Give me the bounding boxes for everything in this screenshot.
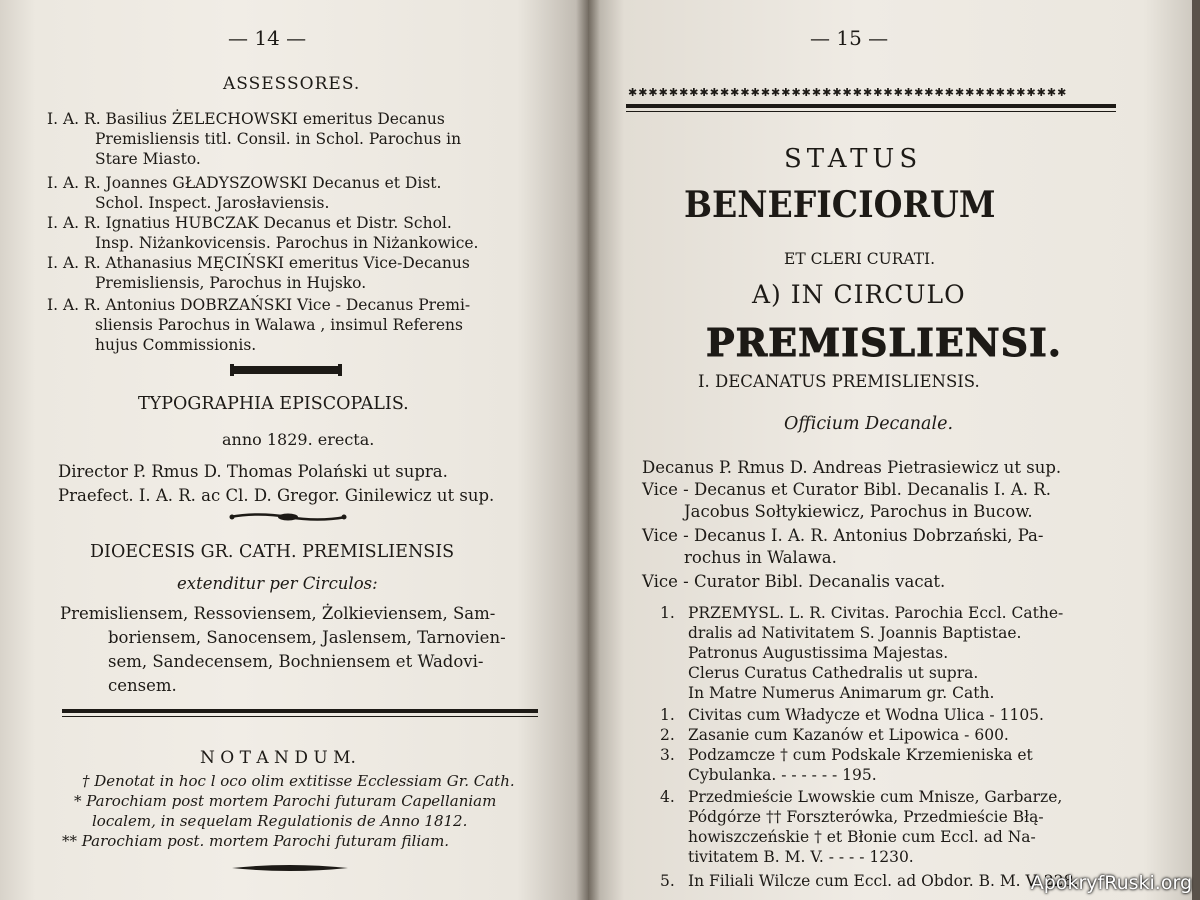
assessores-line-6: I. A. R. Ignatius HUBCZAK Decanus et Distr. Schol. xyxy=(47,214,452,232)
entry-1-line-4: Clerus Curatus Cathedralis ut supra. xyxy=(688,664,979,682)
notandum-top-rule-thick xyxy=(62,709,538,713)
ornament-flourish-icon xyxy=(228,510,348,524)
typographia-heading: TYPOGRAPHIA EPISCOPALIS. xyxy=(138,394,409,414)
header-rule-thin xyxy=(626,111,1116,112)
assessores-line-5: Schol. Inspect. Jarosłaviensis. xyxy=(95,194,330,212)
dioecesis-line-2: boriensem, Sanocensem, Jaslensem, Tarnovien- xyxy=(108,628,506,647)
subentry-3-line-1: Podzamcze † cum Podskale Krzemieniska et xyxy=(688,746,1033,764)
officium-line-5: rochus in Walawa. xyxy=(684,548,837,567)
subentry-5-line-1: In Filiali Wilcze cum Eccl. ad Obdor. B. M. V. 228. xyxy=(688,872,1079,890)
header-rule-thick xyxy=(626,104,1116,108)
assessores-line-2: Premisliensis titl. Consil. in Schol. Parochus in xyxy=(95,130,462,148)
subentry-1-line-1: Civitas cum Władycze et Wodna Ulica - 1105. xyxy=(688,706,1044,724)
ornament-bottom-flourish-icon xyxy=(230,862,350,874)
dioecesis-sub: extenditur per Circulos: xyxy=(177,574,378,593)
assessores-line-12: hujus Commissionis. xyxy=(95,336,257,354)
typographia-line-1: Director P. Rmus D. Thomas Polański ut supra. xyxy=(58,462,448,481)
subentry-4-line-4: tivitatem B. M. V. - - - - 1230. xyxy=(688,848,914,866)
notandum-line-3: localem, in sequelam Regulationis de Anno 1812. xyxy=(92,812,468,830)
entry-1-line-5: In Matre Numerus Animarum gr. Cath. xyxy=(688,684,995,702)
subentry-4-line-1: Przedmieście Lwowskie cum Mnisze, Garbarze, xyxy=(688,788,1063,806)
typographia-line-2: Praefect. I. A. R. ac Cl. D. Gregor. Ginilewicz ut sup. xyxy=(58,486,495,505)
assessores-line-10: I. A. R. Antonius DOBRZAŃSKI Vice - Decanus Premi- xyxy=(47,296,471,314)
notandum-heading: N O T A N D U M. xyxy=(200,748,356,768)
assessores-line-3: Stare Miasto. xyxy=(95,150,201,168)
assessores-line-4: I. A. R. Joannes GŁADYSZOWSKI Decanus et Dist. xyxy=(47,174,442,192)
notandum-line-4: ** Parochiam post. mortem Parochi futuram filiam. xyxy=(62,832,450,850)
officium-line-4: Vice - Decanus I. A. R. Antonius Dobrzański, Pa- xyxy=(642,526,1044,545)
subentry-4-number: 4. xyxy=(660,788,675,806)
dioecesis-line-1: Premisliensem, Ressoviensem, Żolkieviensem, Sam- xyxy=(60,604,496,623)
entry-1-line-3: Patronus Augustissima Majestas. xyxy=(688,644,949,662)
page-edge xyxy=(1192,0,1200,900)
watermark-text: ApokryfRuski.org xyxy=(1030,872,1192,894)
typographia-sub: anno 1829. erecta. xyxy=(222,430,375,449)
right-page-number: — 15 — xyxy=(810,26,889,50)
dioecesis-line-3: sem, Sandecensem, Bochniensem et Wadovi- xyxy=(108,652,484,671)
title-premisliensi: PREMISLIENSI. xyxy=(706,320,1063,365)
officium-heading: Officium Decanale. xyxy=(784,414,954,434)
subentry-4-line-2: Pódgórze †† Forszterówka, Przedmieście Błą- xyxy=(688,808,1044,826)
assessores-line-8: I. A. R. Athanasius MĘCIŃSKI emeritus Vice-Decanus xyxy=(47,254,470,272)
book-gutter xyxy=(576,0,600,900)
left-page-number: — 14 — xyxy=(228,26,307,50)
assessores-heading: ASSESSORES. xyxy=(223,74,361,94)
title-status: STATUS xyxy=(784,144,923,174)
ornament-thick-rule-icon xyxy=(230,364,342,376)
assessores-line-9: Premisliensis, Parochus in Hujsko. xyxy=(95,274,367,292)
officium-line-6: Vice - Curator Bibl. Decanalis vacat. xyxy=(642,572,946,591)
subentry-5-number: 5. xyxy=(660,872,675,890)
dioecesis-line-4: censem. xyxy=(108,676,177,695)
assessores-line-11: sliensis Parochus in Walawa , insimul Referens xyxy=(95,316,463,334)
dioecesis-heading: DIOECESIS GR. CATH. PREMISLIENSIS xyxy=(90,542,455,562)
entry-1-line-2: dralis ad Nativitatem S. Joannis Baptistae. xyxy=(688,624,1022,642)
assessores-line-1: I. A. R. Basilius ŻELECHOWSKI emeritus Decanus xyxy=(47,110,445,128)
right-page xyxy=(588,0,1192,900)
title-beneficiorum: BENEFICIORUM xyxy=(684,184,996,226)
subentry-4-line-3: howiszczeńskie † et Błonie cum Eccl. ad Na- xyxy=(688,828,1036,846)
entry-1-line-1: PRZEMYSL. L. R. Civitas. Parochia Eccl. Cathe- xyxy=(688,604,1064,622)
star-border-top: ✱✱✱✱✱✱✱✱✱✱✱✱✱✱✱✱✱✱✱✱✱✱✱✱✱✱✱✱✱✱✱✱✱✱✱✱✱✱✱✱✱✱✱ xyxy=(628,86,1068,99)
subentry-2-number: 2. xyxy=(660,726,675,744)
left-page xyxy=(0,0,588,900)
entry-1-number: 1. xyxy=(660,604,675,622)
officium-line-3: Jacobus Sołtykiewicz, Parochus in Bucow. xyxy=(684,502,1033,521)
notandum-line-2: * Parochiam post mortem Parochi futuram Capellaniam xyxy=(74,792,497,810)
notandum-top-rule-thin xyxy=(62,716,538,717)
officium-line-1: Decanus P. Rmus D. Andreas Pietrasiewicz ut sup. xyxy=(642,458,1062,477)
subentry-3-number: 3. xyxy=(660,746,675,764)
decanatus-heading: I. DECANATUS PREMISLIENSIS. xyxy=(698,372,980,391)
title-cleri-curati: ET CLERI CURATI. xyxy=(784,250,936,268)
title-in-circulo: A) IN CIRCULO xyxy=(752,280,966,309)
notandum-line-1: † Denotat in hoc l oco olim extitisse Ecclessiam Gr. Cath. xyxy=(82,772,515,790)
subentry-3-line-2: Cybulanka. - - - - - - 195. xyxy=(688,766,877,784)
officium-line-2: Vice - Decanus et Curator Bibl. Decanalis I. A. R. xyxy=(642,480,1051,499)
assessores-line-7: Insp. Niżankovicensis. Parochus in Niżankowice. xyxy=(95,234,479,252)
subentry-1-number: 1. xyxy=(660,706,675,724)
subentry-2-line-1: Zasanie cum Kazanów et Lipowica - 600. xyxy=(688,726,1009,744)
